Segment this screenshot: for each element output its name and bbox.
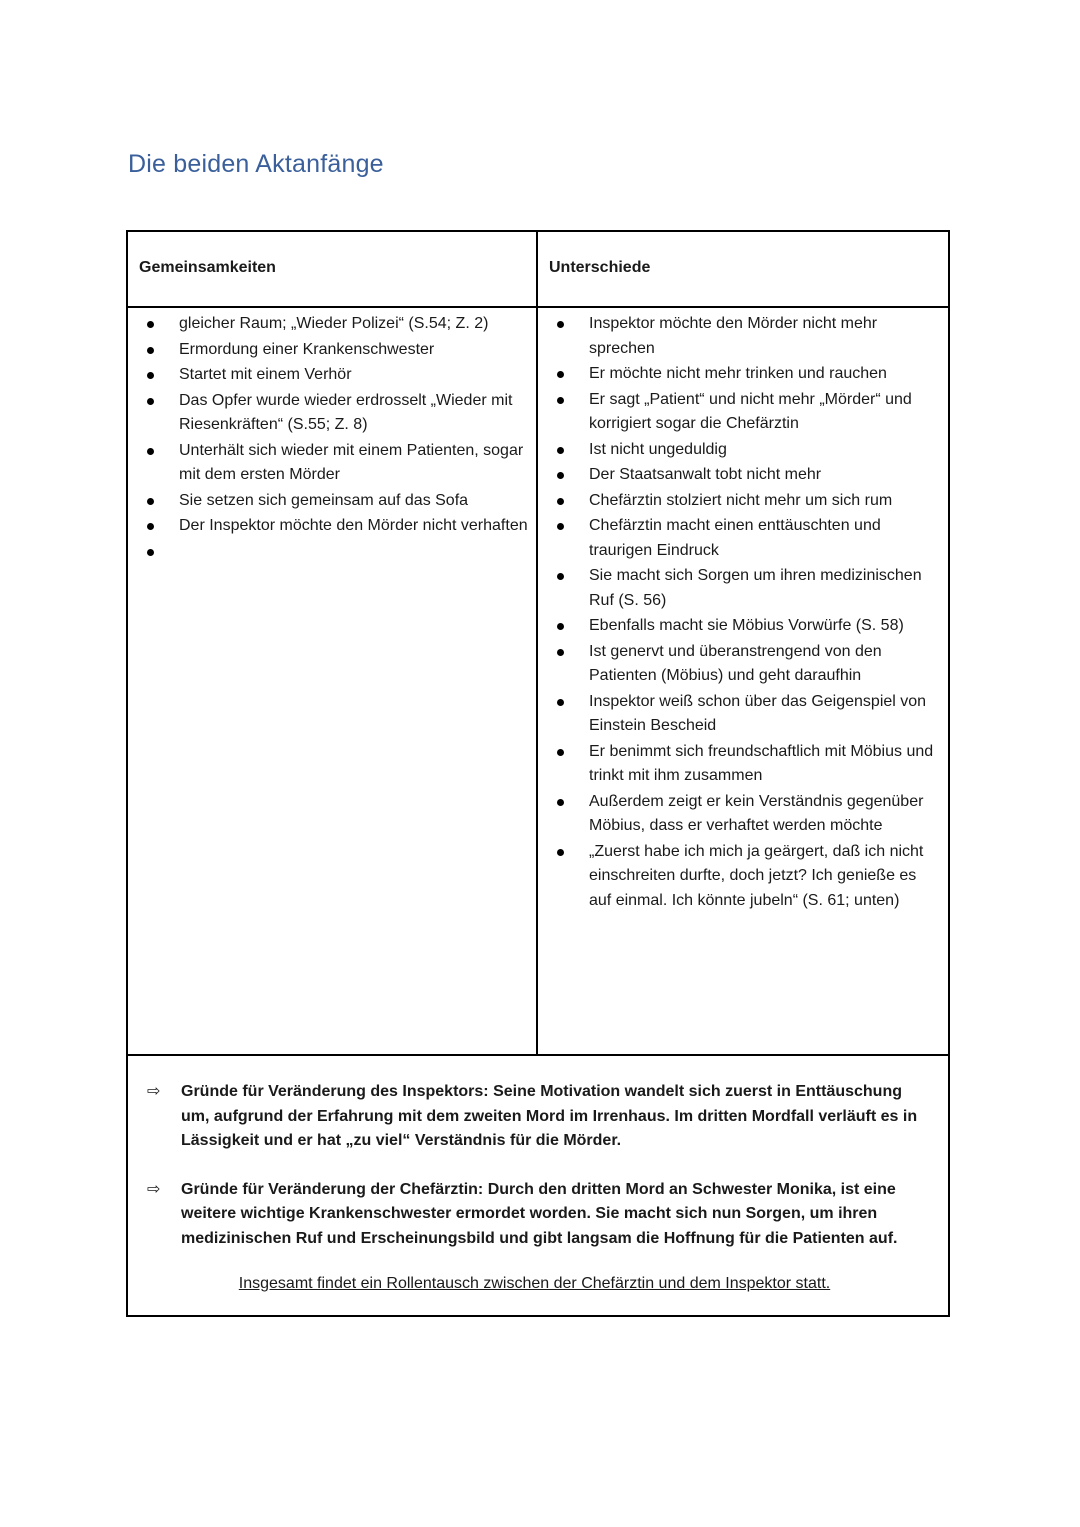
reason-chefaerztin (139, 1178, 930, 1252)
bullet-icon (147, 498, 154, 505)
list-item (139, 489, 528, 514)
bullet-icon (557, 397, 564, 404)
list-item-text: Sie setzen sich gemeinsam auf das Sofa (179, 491, 469, 509)
list-item-text: Sie macht sich Sorgen um ihren medizinischen Ruf (S. 56) (589, 567, 922, 609)
list-item (139, 389, 528, 438)
list-item (549, 640, 940, 689)
list-item-text: Ist nicht ungeduldig (589, 440, 727, 458)
list-item-text: Ermordung einer Krankenschwester (179, 340, 435, 358)
bullet-icon (557, 573, 564, 580)
list-item-text: Er benimmt sich freundschaftlich mit Möbius und trinkt mit ihm zusammen (589, 742, 934, 784)
list-item (549, 740, 940, 789)
list-item (549, 388, 940, 437)
list-item (549, 438, 940, 463)
list-item-text: Chefärztin macht einen enttäuschten und traurigen Eindruck (589, 517, 881, 559)
bullet-icon (557, 649, 564, 656)
bullet-icon (557, 799, 564, 806)
bullet-icon (557, 447, 564, 454)
list-item-text: Der Inspektor möchte den Mörder nicht verhaften (179, 517, 528, 534)
comparison-table (126, 230, 950, 1317)
list-item (549, 840, 940, 914)
bullet-icon (147, 372, 154, 379)
gemeinsamkeiten-cell (128, 308, 538, 1054)
list-item (549, 312, 940, 361)
bullet-icon (557, 699, 564, 706)
list-item-text: Inspektor weiß schon über das Geigenspiel von Einstein Bescheid (589, 692, 927, 734)
summary-section (128, 1056, 948, 1315)
reason-inspector (139, 1080, 930, 1154)
list-item (549, 614, 940, 639)
bullet-icon (147, 523, 154, 530)
table-header-row (128, 232, 948, 308)
gemeinsamkeiten-list (128, 308, 536, 564)
list-item (139, 514, 528, 539)
arrow-right-icon: ⇨ (147, 1083, 161, 1100)
bullet-icon (557, 523, 564, 530)
bullet-icon (557, 498, 564, 505)
list-item (549, 463, 940, 488)
bullet-icon (557, 472, 564, 479)
list-item (549, 362, 940, 387)
list-item-text: Unterhält sich wieder mit einem Patienten, sogar mit dem ersten Mörder (179, 441, 524, 483)
list-item-text: Chefärztin stolziert nicht mehr um sich rum (589, 491, 893, 509)
reason-chefaerztin-text: Gründe für Veränderung der Chefärztin: Durch den dritten Mord an Schwester Monika, ist eine weitere wichtige Krankenschwester ermordet worden. Sie macht sich nun Sorgen, um ihren medizinischen Ruf und Erscheinungsbild und gibt langsam die Hoffnung für die Patienten auf. (181, 1180, 898, 1247)
list-item (549, 790, 940, 839)
list-item (139, 363, 528, 388)
list-item-text: Der Staatsanwalt tobt nicht mehr (589, 466, 822, 483)
list-item-text: Inspektor möchte den Mörder nicht mehr sprechen (589, 315, 878, 357)
bullet-icon (557, 321, 564, 328)
list-item (139, 439, 528, 488)
list-item-text: Außerdem zeigt er kein Verständnis gegenüber Möbius, dass er verhaftet werden möchte (589, 792, 924, 834)
bullet-icon (147, 347, 154, 354)
list-item (549, 514, 940, 563)
list-item (139, 540, 528, 564)
bullet-icon (557, 749, 564, 756)
list-item (139, 312, 528, 337)
unterschiede-cell (538, 308, 948, 1054)
bullet-icon (147, 321, 154, 328)
list-item-text: Das Opfer wurde wieder erdrosselt „Wieder mit Riesenkräften“ (S.55; Z. 8) (179, 391, 513, 433)
header-unterschiede: Unterschiede (549, 259, 651, 276)
bullet-icon (557, 623, 564, 630)
bullet-icon (147, 549, 154, 556)
list-item-text: Startet mit einem Verhör (179, 366, 352, 383)
list-item (549, 690, 940, 739)
header-gemeinsamkeiten: Gemeinsamkeiten (128, 232, 538, 306)
arrow-right-icon: ⇨ (147, 1180, 161, 1198)
list-item-text: „Zuerst habe ich mich ja geärgert, daß ich nicht einschreiten durfte, doch jetzt? Ich genieße es auf einmal. Ich könnte jubeln“ (S. 61; unten) (589, 842, 924, 909)
list-item-text: Ist genervt und überanstrengend von den Patienten (Möbius) und geht daraufhin (589, 642, 882, 684)
list-item-text: Er sagt „Patient“ und nicht mehr „Mörder“ und korrigiert sogar die Chefärztin (589, 390, 912, 432)
conclusion-text: Insgesamt findet ein Rollentausch zwischen der Chefärztin und dem Inspektor statt. (238, 1275, 831, 1292)
list-item-text: Ebenfalls macht sie Möbius Vorwürfe (S. 58) (589, 617, 904, 634)
list-item-text: Er möchte nicht mehr trinken und rauchen (589, 365, 887, 382)
list-item (549, 564, 940, 613)
table-body-row (128, 308, 948, 1056)
page-title: Die beiden Aktanfänge (128, 150, 384, 178)
bullet-icon (557, 371, 564, 378)
unterschiede-list (538, 308, 948, 913)
reason-inspector-text: Gründe für Veränderung des Inspektors: Seine Motivation wandelt sich zuerst in Enttäuschung um, aufgrund der Erfahrung mit dem zweiten Mord im Irrenhaus. Im dritten Mordfall verläuft es in Lässigkeit und er hat „zu viel“ Verständnis für die Mörder. (181, 1083, 918, 1149)
list-item-text: gleicher Raum; „Wieder Polizei“ (S.54; Z. 2) (179, 315, 489, 332)
list-item (549, 489, 940, 514)
list-item (139, 338, 528, 363)
bullet-icon (147, 398, 154, 405)
bullet-icon (147, 448, 154, 455)
bullet-icon (557, 849, 564, 856)
